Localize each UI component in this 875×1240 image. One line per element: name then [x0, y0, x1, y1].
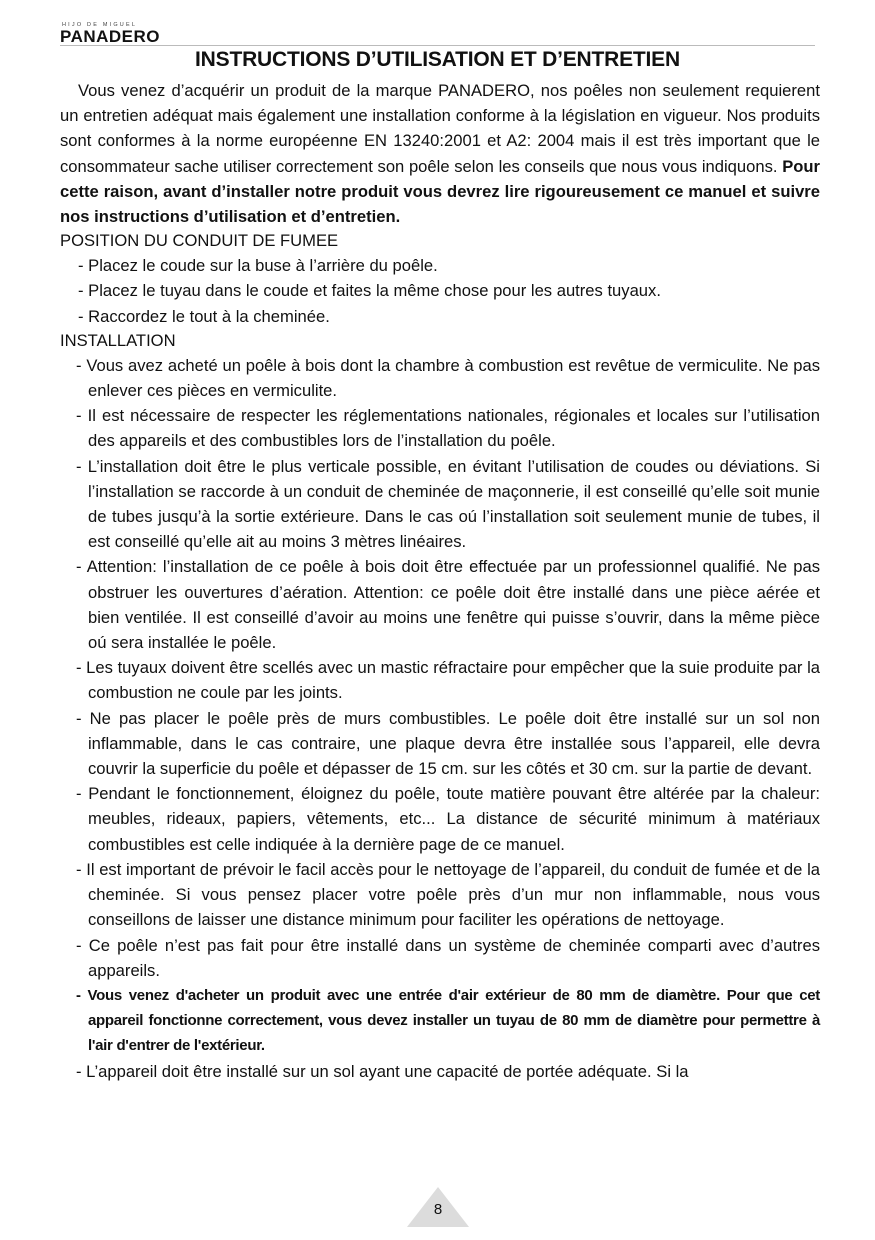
- intro-paragraph: [60, 78, 820, 229]
- installation-item: - Les tuyaux doivent être scellés avec un mastic réfractaire pour empêcher que la suie produite par la combustion ne coule par les joints.: [76, 658, 820, 703]
- installation-item: - L’appareil doit être installé sur un sol ayant une capacité de portée adéquate. Si la: [76, 1061, 689, 1081]
- installation-item: - Attention: l’installation de ce poêle à bois doit être effectuée par un professionnel qualifié. Ne pas obstruer les ouvertures d’aération. Attention: ce poêle doit être installé dans une pièce aérée et bien ventilée. Il est conseillé d’avoir au moins une fenêtre qui puisse s’ouvrir, dans la même pièce oú sera installée le poêle.: [76, 557, 820, 653]
- document-body: [60, 78, 820, 1084]
- installation-item: - Ce poêle n’est pas fait pour être installé dans un système de cheminée comparti avec d’autres appareils.: [76, 935, 820, 980]
- installation-item: - Pendant le fonctionnement, éloignez du poêle, toute matière pouvant être altérée par la chaleur: meubles, rideaux, papiers, vêtements, etc... La distance de sécurité minimum à matériaux combustibles est celle indiquée à la dernière page de ce manuel.: [76, 784, 820, 854]
- position-section-title: POSITION DU CONDUIT DE FUMEE: [60, 231, 339, 251]
- page-number: 8: [433, 1201, 443, 1218]
- page-title: INSTRUCTIONS D’UTILISATION ET D’ENTRETIEN: [195, 48, 680, 71]
- installation-item: - Vous avez acheté un poêle à bois dont la chambre à combustion est revêtue de vermiculite. Ne pas enlever ces pièces en vermiculite.: [76, 355, 820, 401]
- installation-list: [60, 353, 820, 1084]
- installation-section-title: INSTALLATION: [60, 330, 176, 350]
- installation-item: - Il est nécessaire de respecter les réglementations nationales, régionales et locales sur l’utilisation des appareils et des combustibles lors de l’installation du poêle.: [76, 406, 820, 451]
- installation-item: - L’installation doit être le plus verticale possible, en évitant l’utilisation de coudes ou déviations. Si l’installation se raccorde à un conduit de cheminée de maçonnerie, il est conseillé qu’elle soit munie de tubes jusqu’à la sortie extérieure. Dans le cas oú l’installation soit seulement munie de tubes, il est conseillé qu’elle ait au moins 3 mètres linéaires.: [76, 456, 820, 552]
- brand-logo: [60, 22, 160, 46]
- position-item: - Placez le coude sur la buse à l’arrière du poêle.: [78, 256, 438, 276]
- intro-bold-text: Pour cette raison, avant d’installer notre produit vous devrez lire rigoureusement ce manuel et suivre nos instructions d’utilisation et d’entretien.: [60, 156, 820, 227]
- brand-subtitle: HIJO DE MIGUEL: [62, 22, 138, 28]
- intro-text: Vous venez d’acquérir un produit de la marque PANADERO, nos poêles non seulement requierent un entretien adéquat mais également une installation conforme à la législation en vigueur. Nos produits sont conformes à la norme européenne EN 13240:2001 et A2: 2004 mais il est très important que le consommateur sache utiliser correctement son poêle selon les conseils que nous vous indiquons.: [60, 81, 820, 176]
- installation-item: - Ne pas placer le poêle près de murs combustibles. Le poêle doit être installé sur un sol non inflammable, dans le cas contraire, une plaque devra être installée sous l’appareil, elle devra couvrir la superficie du poêle et dépasser de 15 cm. sur les côtés et 30 cm. sur la partie de devant.: [76, 708, 820, 779]
- brand-name: PANADERO: [60, 27, 161, 46]
- position-list: [60, 253, 820, 329]
- installation-item-air-intake: - Vous venez d'acheter un produit avec une entrée d'air extérieur de 80 mm de diamètre. Pour que cet appareil fonctionne correctement, vous devez installer un tuyau de 80 mm de diamètre pour permettre à l'air d'entrer de l'extérieur.: [76, 986, 820, 1055]
- installation-item: - Il est important de prévoir le facil accès pour le nettoyage de l’appareil, du conduit de fumée et de la cheminée. Si vous pensez placer votre poêle près d’un mur non inflammable, nous vous conseillons de laisser une distance minimum pour faciliter les opérations de nettoyage.: [76, 859, 820, 930]
- page-number-marker: [407, 1187, 469, 1229]
- position-item: - Raccordez le tout à la cheminée.: [78, 306, 330, 326]
- position-item: - Placez le tuyau dans le coude et faites la même chose pour les autres tuyaux.: [78, 281, 661, 301]
